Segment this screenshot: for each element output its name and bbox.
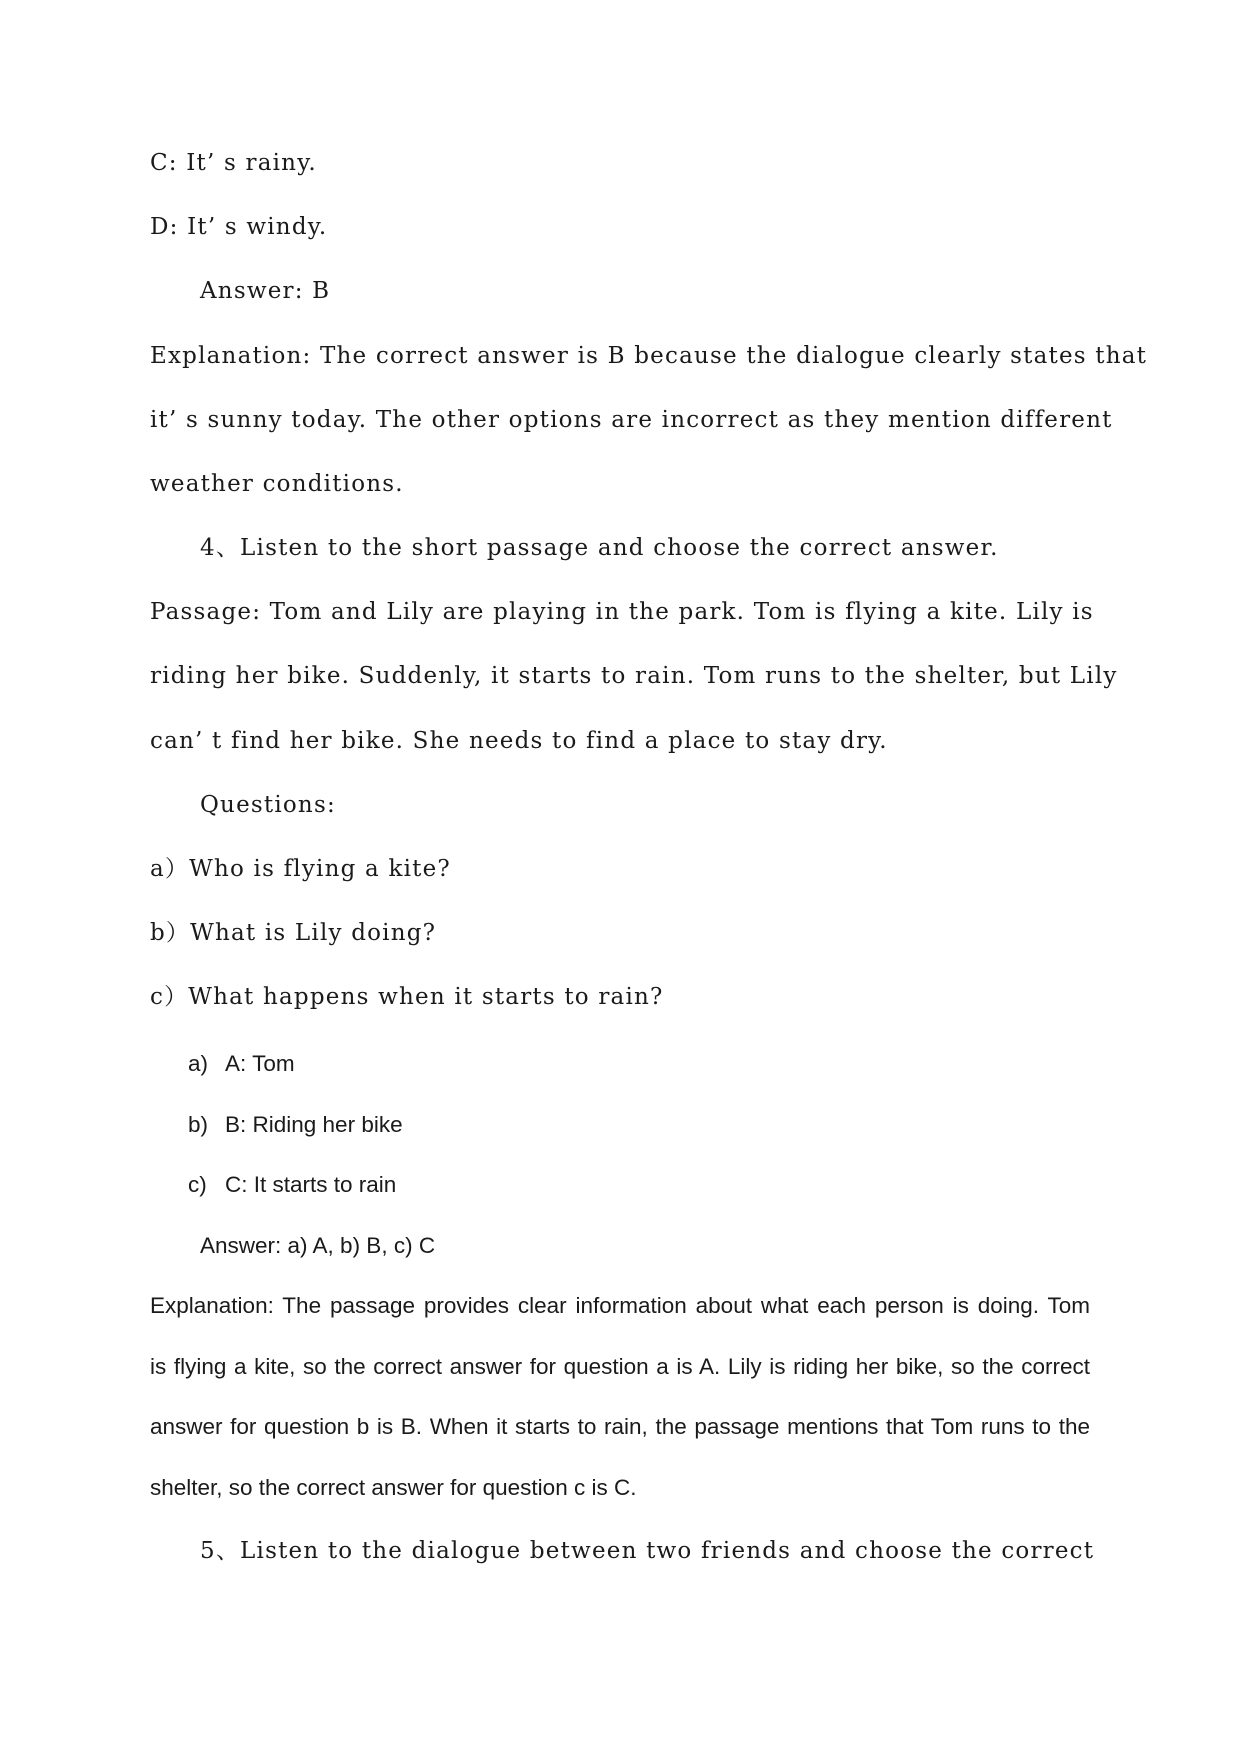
q3-explanation-line: weather conditions.	[150, 471, 404, 497]
q4-explanation-line: Explanation: The passage provides clear information about what each person is doing. Tom	[150, 1293, 1090, 1318]
q3-explanation-line: Explanation: The correct answer is B because the dialogue clearly states that	[150, 343, 1148, 369]
q4-question: a）Who is flying a kite?	[150, 856, 451, 882]
q4-question: c）What happens when it starts to rain?	[150, 984, 664, 1010]
q4-option-item	[188, 1053, 295, 1076]
q4-passage-line: Passage: Tom and Lily are playing in the park. Tom is flying a kite. Lily is	[150, 599, 1094, 625]
q4-answer: Answer: a) A, b) B, c) C	[200, 1233, 436, 1258]
list-marker: c)	[188, 1172, 207, 1197]
list-marker: b)	[188, 1112, 209, 1137]
option-text: A: Tom	[225, 1051, 295, 1076]
q5-prompt: 5、Listen to the dialogue between two friends and choose the correct	[200, 1538, 1095, 1564]
q3-explanation-line: it’ s sunny today. The other options are incorrect as they mention different	[150, 407, 1113, 433]
q4-prompt: 4、Listen to the short passage and choose the correct answer.	[200, 535, 999, 561]
list-marker: a)	[188, 1051, 209, 1076]
q4-option-item	[188, 1174, 396, 1197]
q4-explanation-line: answer for question b is B. When it starts to rain, the passage mentions that Tom runs to the	[150, 1414, 1090, 1439]
q3-option-c: C: It’ s rainy.	[150, 150, 317, 176]
q3-answer: Answer: B	[200, 278, 331, 304]
option-text: B: Riding her bike	[225, 1112, 403, 1137]
q4-passage-line: riding her bike. Suddenly, it starts to rain. Tom runs to the shelter, but Lily	[150, 663, 1118, 689]
q4-questions-label: Questions:	[200, 792, 336, 818]
q4-question: b）What is Lily doing?	[150, 920, 437, 946]
option-text: C: It starts to rain	[225, 1172, 397, 1197]
q4-option-item	[188, 1114, 403, 1137]
q4-explanation-line: shelter, so the correct answer for question c is C.	[150, 1475, 637, 1500]
q4-explanation-line: is flying a kite, so the correct answer for question a is A. Lily is riding her bike, so the correct	[150, 1354, 1090, 1379]
q4-passage-line: can’ t find her bike. She needs to find a place to stay dry.	[150, 728, 888, 754]
q3-option-d: D: It’ s windy.	[150, 214, 328, 240]
